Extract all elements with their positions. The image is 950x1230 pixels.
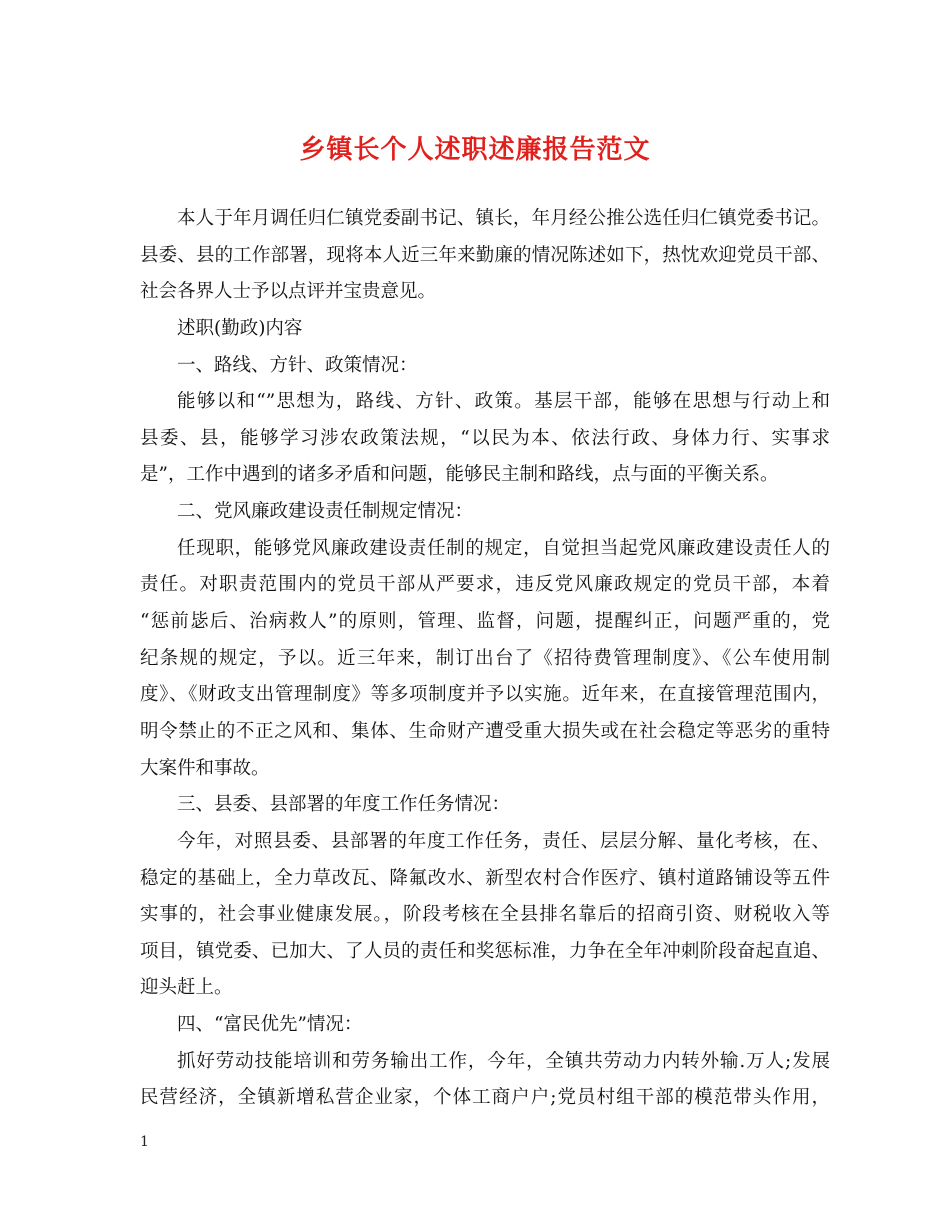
paragraph-line: 本人于年月调任归仁镇党委副书记、镇长，年月经公推公选任归仁镇党委书记。 [177, 208, 830, 229]
section-heading: 一、路线、方针、政策情况： [177, 354, 418, 376]
paragraph-line: 社会各界人士予以点评并宝贵意见。 [140, 281, 437, 303]
section-heading: 三、县委、县部署的年度工作任务情况： [177, 794, 511, 816]
paragraph-line: 抓好劳动技能培训和劳务输出工作，今年，全镇共劳动力内转外输.万人;发展 [177, 1050, 830, 1072]
paragraph-line: 实事的，社会事业健康发展。，阶段考核在全县排名靠后的招商引资、财税收入等 [140, 904, 830, 926]
section-heading: 二、党风廉政建设责任制规定情况： [177, 501, 474, 523]
paragraph-line: 县委、县的工作部署，现将本人近三年来勤廉的情况陈述如下，热忱欢迎党员干部、 [140, 244, 830, 266]
paragraph-line: 项目，镇党委、已加大、了人员的责任和奖惩标准，力争在全年冲刺阶段奋起直追、 [140, 940, 830, 962]
paragraph-line: 任现职，能够党风廉政建设责任制的规定，自觉担当起党风廉政建设责任人的 [177, 537, 830, 559]
page-number: 1 [140, 1134, 149, 1150]
document-title: 乡镇长个人述职述廉报告范文 [299, 135, 651, 165]
paragraph-line: 民营经济，全镇新增私营企业家，个体工商户户;党员村组干部的模范带头作用， [140, 1087, 830, 1109]
paragraph-line: 责任。对职责范围内的党员干部从严要求，违反党风廉政规定的党员干部，本着 [140, 574, 830, 596]
paragraph-line: 明令禁止的不正之风和、集体、生命财产遭受重大损失或在社会稳定等恶劣的重特 [140, 720, 830, 742]
document-body [140, 201, 830, 1117]
paragraph-line: 县委、县，能够学习涉农政策法规，“以民为本、依法行政、身体力行、实事求 [140, 427, 830, 449]
paragraph-line: “惩前毖后、治病救人”的原则，管理、监督，问题，提醒纠正，问题严重的，党 [140, 611, 830, 633]
paragraph-line: 稳定的基础上，全力草改瓦、降氟改水、新型农村合作医疗、镇村道路铺设等五件 [140, 867, 830, 889]
paragraph-line: 今年，对照县委、县部署的年度工作任务，责任、层层分解、量化考核，在、 [177, 830, 830, 852]
paragraph-line: 是”，工作中遇到的诸多矛盾和问题，能够民主制和路线，点与面的平衡关系。 [140, 464, 779, 486]
paragraph-line: 度》、《财政支出管理制度》等多项制度并予以实施。近年来，在直接管理范围内， [140, 684, 830, 706]
paragraph-line: 大案件和事故。 [140, 757, 270, 779]
section-heading: 述职(勤政)内容 [177, 317, 303, 339]
paragraph-line: 能够以和“”思想为，路线、方针、政策。基层干部，能够在思想与行动上和 [177, 391, 830, 413]
paragraph-line: 迎头赶上。 [140, 977, 233, 999]
section-heading: 四、“富民优先”情况： [177, 1014, 363, 1036]
paragraph-line: 纪条规的规定，予以。近三年来，制订出台了《招待费管理制度》、《公车使用制 [140, 647, 830, 669]
